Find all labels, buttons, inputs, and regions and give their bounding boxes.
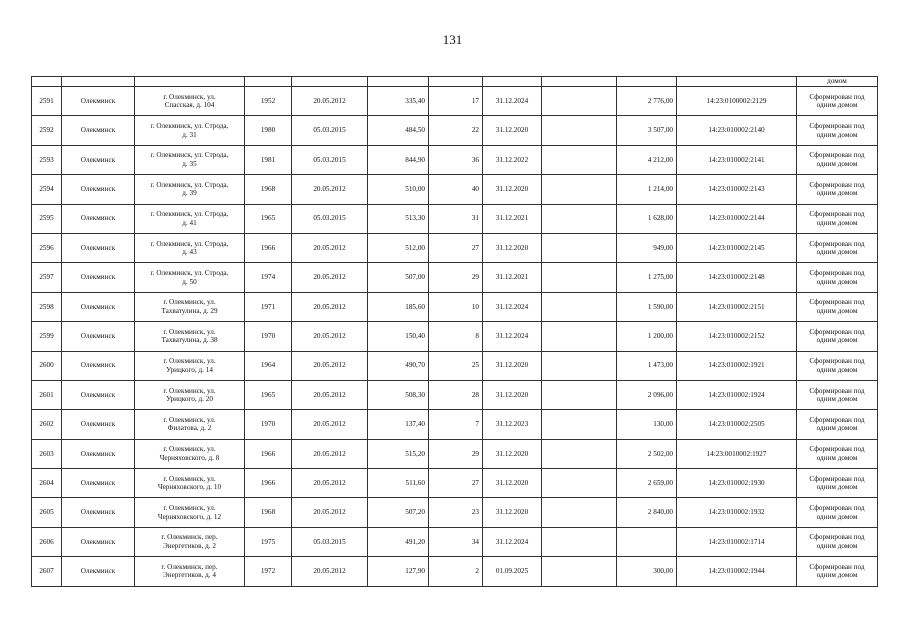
deadline-cell: 31.12.2022 — [483, 145, 542, 174]
amount-cell: 2 840,00 — [617, 498, 677, 527]
blank-cell — [542, 527, 617, 556]
address-line-1: г. Олекминск, ул. Строда, — [150, 210, 229, 219]
amount-cell: 1 200,00 — [617, 322, 677, 351]
header-cell — [542, 77, 617, 87]
blank-cell — [542, 322, 617, 351]
count-cell: 29 — [429, 439, 483, 468]
deadline-cell: 31.12.2021 — [483, 204, 542, 233]
area-cell: 508,30 — [368, 380, 429, 409]
address-line-2: д. 35 — [182, 159, 197, 168]
date-cell: 05.03.2015 — [292, 204, 368, 233]
cadastral-cell: 14:23:010002:1714 — [677, 527, 797, 556]
count-cell: 22 — [429, 116, 483, 145]
status-cell: Сформирован под одним домом — [797, 498, 878, 527]
date-cell: 20.05.2012 — [292, 263, 368, 292]
status-cell: Сформирован под одним домом — [797, 233, 878, 262]
header-cell — [135, 77, 245, 87]
area-cell: 511,60 — [368, 469, 429, 498]
table-row — [32, 410, 878, 439]
year-cell: 1970 — [245, 410, 292, 439]
address-cell — [135, 322, 245, 351]
row-number: 2606 — [32, 527, 62, 556]
table-row — [32, 380, 878, 409]
status-cell: Сформирован под одним домом — [797, 145, 878, 174]
table-row — [32, 175, 878, 204]
city-cell: Олекминск — [62, 87, 135, 116]
count-cell: 7 — [429, 410, 483, 439]
amount-cell: 1 628,00 — [617, 204, 677, 233]
date-cell: 20.05.2012 — [292, 498, 368, 527]
table-row — [32, 145, 878, 174]
amount-cell: 1 275,00 — [617, 263, 677, 292]
address-line-2: д. 39 — [182, 189, 197, 198]
city-cell: Олекминск — [62, 322, 135, 351]
table-header-row — [32, 77, 878, 87]
city-cell: Олекминск — [62, 263, 135, 292]
city-cell: Олекминск — [62, 380, 135, 409]
status-cell: Сформирован под одним домом — [797, 87, 878, 116]
amount-cell: 2 659,00 — [617, 469, 677, 498]
address-line-2: Черняховского, д. 12 — [157, 512, 222, 521]
amount-cell: 2 096,00 — [617, 380, 677, 409]
address-cell — [135, 87, 245, 116]
cadastral-cell: 14:23:010002:2145 — [677, 233, 797, 262]
address-line-1: г. Олекминск, пер. — [161, 533, 218, 542]
address-cell — [135, 175, 245, 204]
address-cell — [135, 557, 245, 586]
deadline-cell: 31.12.2020 — [483, 498, 542, 527]
blank-cell — [542, 233, 617, 262]
address-line-2: д. 31 — [182, 130, 197, 139]
blank-cell — [542, 204, 617, 233]
year-cell: 1970 — [245, 322, 292, 351]
cadastral-cell: 14:23:010002:2144 — [677, 204, 797, 233]
count-cell: 23 — [429, 498, 483, 527]
address-line-1: г. Олекминск, ул. — [163, 386, 216, 395]
year-cell: 1980 — [245, 116, 292, 145]
blank-cell — [542, 410, 617, 439]
cadastral-cell: 14:23:010002:2141 — [677, 145, 797, 174]
header-cell — [617, 77, 677, 87]
table-row — [32, 322, 878, 351]
deadline-cell: 31.12.2024 — [483, 527, 542, 556]
amount-cell: 1 214,00 — [617, 175, 677, 204]
row-number: 2595 — [32, 204, 62, 233]
row-number: 2600 — [32, 351, 62, 380]
address-line-1: г. Олекминск, ул. — [163, 445, 216, 454]
cadastral-cell: 14:23:0100002:2129 — [677, 87, 797, 116]
deadline-cell: 31.12.2023 — [483, 410, 542, 439]
date-cell: 20.05.2012 — [292, 439, 368, 468]
city-cell: Олекминск — [62, 527, 135, 556]
city-cell: Олекминск — [62, 498, 135, 527]
deadline-cell: 31.12.2020 — [483, 116, 542, 145]
year-cell: 1965 — [245, 204, 292, 233]
address-cell — [135, 469, 245, 498]
date-cell: 20.05.2012 — [292, 292, 368, 321]
address-cell — [135, 263, 245, 292]
year-cell: 1972 — [245, 557, 292, 586]
city-cell: Олекминск — [62, 175, 135, 204]
status-cell: Сформирован под одним домом — [797, 380, 878, 409]
deadline-cell: 31.12.2020 — [483, 380, 542, 409]
city-cell: Олекминск — [62, 469, 135, 498]
deadline-cell: 31.12.2024 — [483, 87, 542, 116]
amount-cell: 1 473,00 — [617, 351, 677, 380]
count-cell: 40 — [429, 175, 483, 204]
year-cell: 1975 — [245, 527, 292, 556]
address-cell — [135, 233, 245, 262]
status-cell: Сформирован под одним домом — [797, 410, 878, 439]
cadastral-cell: 14:23:010002:1930 — [677, 469, 797, 498]
address-cell — [135, 116, 245, 145]
address-line-1: г. Олекминск, ул. Строда, — [150, 180, 229, 189]
date-cell: 20.05.2012 — [292, 469, 368, 498]
header-cell — [368, 77, 429, 87]
date-cell: 20.05.2012 — [292, 175, 368, 204]
amount-cell: 300,00 — [617, 557, 677, 586]
cadastral-cell: 14:23:0010002:1927 — [677, 439, 797, 468]
year-cell: 1974 — [245, 263, 292, 292]
header-status-tail: домом — [797, 77, 878, 87]
address-cell — [135, 439, 245, 468]
count-cell: 27 — [429, 469, 483, 498]
table-row — [32, 557, 878, 586]
table-row — [32, 498, 878, 527]
table-row — [32, 527, 878, 556]
table-row — [32, 351, 878, 380]
row-number: 2594 — [32, 175, 62, 204]
status-cell: Сформирован под одним домом — [797, 557, 878, 586]
deadline-cell: 01.09.2025 — [483, 557, 542, 586]
status-cell: Сформирован под одним домом — [797, 322, 878, 351]
amount-cell — [617, 527, 677, 556]
date-cell: 20.05.2012 — [292, 410, 368, 439]
address-line-2: Урицкого, д. 14 — [166, 365, 213, 374]
amount-cell: 949,00 — [617, 233, 677, 262]
row-number: 2596 — [32, 233, 62, 262]
deadline-cell: 31.12.2020 — [483, 469, 542, 498]
status-cell: Сформирован под одним домом — [797, 175, 878, 204]
count-cell: 25 — [429, 351, 483, 380]
address-line-2: Тахватулина, д. 38 — [161, 336, 218, 345]
amount-cell: 1 590,00 — [617, 292, 677, 321]
status-cell: Сформирован под одним домом — [797, 351, 878, 380]
header-cell — [292, 77, 368, 87]
count-cell: 17 — [429, 87, 483, 116]
date-cell: 05.03.2015 — [292, 145, 368, 174]
city-cell: Олекминск — [62, 410, 135, 439]
area-cell: 335,40 — [368, 87, 429, 116]
table-row — [32, 116, 878, 145]
status-cell: Сформирован под одним домом — [797, 204, 878, 233]
date-cell: 20.05.2012 — [292, 233, 368, 262]
deadline-cell: 31.12.2020 — [483, 233, 542, 262]
housing-register-table — [31, 76, 878, 587]
amount-cell: 3 507,00 — [617, 116, 677, 145]
row-number: 2607 — [32, 557, 62, 586]
area-cell: 515,20 — [368, 439, 429, 468]
date-cell: 20.05.2012 — [292, 322, 368, 351]
status-cell: Сформирован под одним домом — [797, 263, 878, 292]
address-cell — [135, 292, 245, 321]
row-number: 2592 — [32, 116, 62, 145]
year-cell: 1952 — [245, 87, 292, 116]
address-line-1: г. Олекминск, ул. Строда, — [150, 239, 229, 248]
area-cell: 513,30 — [368, 204, 429, 233]
table-row — [32, 204, 878, 233]
deadline-cell: 31.12.2020 — [483, 439, 542, 468]
address-cell — [135, 351, 245, 380]
date-cell: 20.05.2012 — [292, 380, 368, 409]
address-line-1: г. Олекминск, ул. — [163, 415, 216, 424]
cadastral-cell: 14:23:010002:2148 — [677, 263, 797, 292]
status-cell: Сформирован под одним домом — [797, 469, 878, 498]
blank-cell — [542, 351, 617, 380]
address-line-1: г. Олекминск, пер. — [161, 562, 218, 571]
blank-cell — [542, 498, 617, 527]
address-line-2: Энергетиков, д. 2 — [163, 542, 216, 551]
row-number: 2598 — [32, 292, 62, 321]
address-line-1: г. Олекминск, ул. — [163, 298, 216, 307]
table-row — [32, 439, 878, 468]
status-cell: Сформирован под одним домом — [797, 116, 878, 145]
blank-cell — [542, 469, 617, 498]
blank-cell — [542, 145, 617, 174]
table-row — [32, 263, 878, 292]
city-cell: Олекминск — [62, 145, 135, 174]
amount-cell: 2 776,00 — [617, 87, 677, 116]
deadline-cell: 31.12.2021 — [483, 263, 542, 292]
row-number: 2597 — [32, 263, 62, 292]
address-cell — [135, 145, 245, 174]
area-cell: 150,40 — [368, 322, 429, 351]
count-cell: 8 — [429, 322, 483, 351]
deadline-cell: 31.12.2024 — [483, 292, 542, 321]
cadastral-cell: 14:23:010002:1932 — [677, 498, 797, 527]
address-line-1: г. Олекминск, ул. Строда, — [150, 151, 229, 160]
address-line-2: Энергетиков, д. 4 — [163, 571, 216, 580]
address-line-1: г. Олекминск, ул. Строда, — [150, 268, 229, 277]
area-cell: 137,40 — [368, 410, 429, 439]
address-cell — [135, 527, 245, 556]
area-cell: 185,60 — [368, 292, 429, 321]
year-cell: 1971 — [245, 292, 292, 321]
table-row — [32, 87, 878, 116]
area-cell: 484,50 — [368, 116, 429, 145]
amount-cell: 2 502,00 — [617, 439, 677, 468]
address-line-2: Урицкого, д. 20 — [166, 395, 213, 404]
area-cell: 507,00 — [368, 263, 429, 292]
row-number: 2601 — [32, 380, 62, 409]
date-cell: 20.05.2012 — [292, 351, 368, 380]
area-cell: 844,90 — [368, 145, 429, 174]
blank-cell — [542, 87, 617, 116]
row-number: 2599 — [32, 322, 62, 351]
year-cell: 1981 — [245, 145, 292, 174]
city-cell: Олекминск — [62, 292, 135, 321]
blank-cell — [542, 557, 617, 586]
row-number: 2602 — [32, 410, 62, 439]
address-line-2: Черняховского, д. 10 — [157, 483, 222, 492]
blank-cell — [542, 380, 617, 409]
blank-cell — [542, 116, 617, 145]
city-cell: Олекминск — [62, 116, 135, 145]
year-cell: 1968 — [245, 175, 292, 204]
cadastral-cell: 14:23:010002:1924 — [677, 380, 797, 409]
address-cell — [135, 204, 245, 233]
area-cell: 512,00 — [368, 233, 429, 262]
blank-cell — [542, 263, 617, 292]
count-cell: 31 — [429, 204, 483, 233]
header-cell — [677, 77, 797, 87]
address-line-2: Черняховского, д. 8 — [159, 453, 220, 462]
year-cell: 1968 — [245, 498, 292, 527]
count-cell: 2 — [429, 557, 483, 586]
area-cell: 507,20 — [368, 498, 429, 527]
address-line-2: д. 41 — [182, 218, 197, 227]
status-cell: Сформирован под одним домом — [797, 439, 878, 468]
address-line-2: Тахватулина, д. 29 — [161, 306, 218, 315]
address-line-1: г. Олекминск, ул. — [163, 357, 216, 366]
area-cell: 510,00 — [368, 175, 429, 204]
address-line-1: г. Олекминск, ул. — [163, 92, 216, 101]
date-cell: 05.03.2015 — [292, 527, 368, 556]
count-cell: 28 — [429, 380, 483, 409]
year-cell: 1966 — [245, 439, 292, 468]
address-cell — [135, 498, 245, 527]
table-row — [32, 469, 878, 498]
address-line-2: д. 50 — [182, 277, 197, 286]
status-cell: Сформирован под одним домом — [797, 527, 878, 556]
status-cell: Сформирован под одним домом — [797, 292, 878, 321]
header-cell — [245, 77, 292, 87]
header-cell — [429, 77, 483, 87]
count-cell: 34 — [429, 527, 483, 556]
address-line-1: г. Олекминск, ул. — [163, 504, 216, 513]
deadline-cell: 31.12.2020 — [483, 175, 542, 204]
blank-cell — [542, 175, 617, 204]
header-cell — [62, 77, 135, 87]
cadastral-cell: 14:23:010002:2143 — [677, 175, 797, 204]
date-cell: 20.05.2012 — [292, 87, 368, 116]
area-cell: 490,70 — [368, 351, 429, 380]
date-cell: 05.03.2015 — [292, 116, 368, 145]
year-cell: 1965 — [245, 380, 292, 409]
city-cell: Олекминск — [62, 204, 135, 233]
count-cell: 36 — [429, 145, 483, 174]
cadastral-cell: 14:23:010002:1944 — [677, 557, 797, 586]
area-cell: 491,20 — [368, 527, 429, 556]
address-line-2: Спасская, д. 104 — [164, 101, 215, 110]
date-cell: 20.05.2012 — [292, 557, 368, 586]
deadline-cell: 31.12.2024 — [483, 322, 542, 351]
address-cell — [135, 380, 245, 409]
year-cell: 1966 — [245, 233, 292, 262]
row-number: 2603 — [32, 439, 62, 468]
city-cell: Олекминск — [62, 557, 135, 586]
page-number: 131 — [442, 32, 463, 47]
count-cell: 29 — [429, 263, 483, 292]
count-cell: 10 — [429, 292, 483, 321]
address-line-2: д. 43 — [182, 248, 197, 257]
cadastral-cell: 14:23:010002:2151 — [677, 292, 797, 321]
table-row — [32, 292, 878, 321]
amount-cell: 4 212,00 — [617, 145, 677, 174]
count-cell: 27 — [429, 233, 483, 262]
header-cell — [483, 77, 542, 87]
deadline-cell: 31.12.2020 — [483, 351, 542, 380]
header-cell — [32, 77, 62, 87]
address-line-2: Филатова, д. 2 — [167, 424, 212, 433]
address-line-1: г. Олекминск, ул. Строда, — [150, 121, 229, 130]
amount-cell: 130,00 — [617, 410, 677, 439]
area-cell: 127,90 — [368, 557, 429, 586]
cadastral-cell: 14:23:010002:1921 — [677, 351, 797, 380]
city-cell: Олекминск — [62, 351, 135, 380]
address-cell — [135, 410, 245, 439]
address-line-1: г. Олекминск, ул. — [163, 327, 216, 336]
city-cell: Олекминск — [62, 233, 135, 262]
cadastral-cell: 14:23:010002:2140 — [677, 116, 797, 145]
city-cell: Олекминск — [62, 439, 135, 468]
row-number: 2605 — [32, 498, 62, 527]
blank-cell — [542, 439, 617, 468]
year-cell: 1966 — [245, 469, 292, 498]
cadastral-cell: 14:23:010002:2505 — [677, 410, 797, 439]
row-number: 2591 — [32, 87, 62, 116]
cadastral-cell: 14:23:010002:2152 — [677, 322, 797, 351]
blank-cell — [542, 292, 617, 321]
row-number: 2593 — [32, 145, 62, 174]
year-cell: 1964 — [245, 351, 292, 380]
address-line-1: г. Олекминск, ул. — [163, 474, 216, 483]
table-row — [32, 233, 878, 262]
row-number: 2604 — [32, 469, 62, 498]
